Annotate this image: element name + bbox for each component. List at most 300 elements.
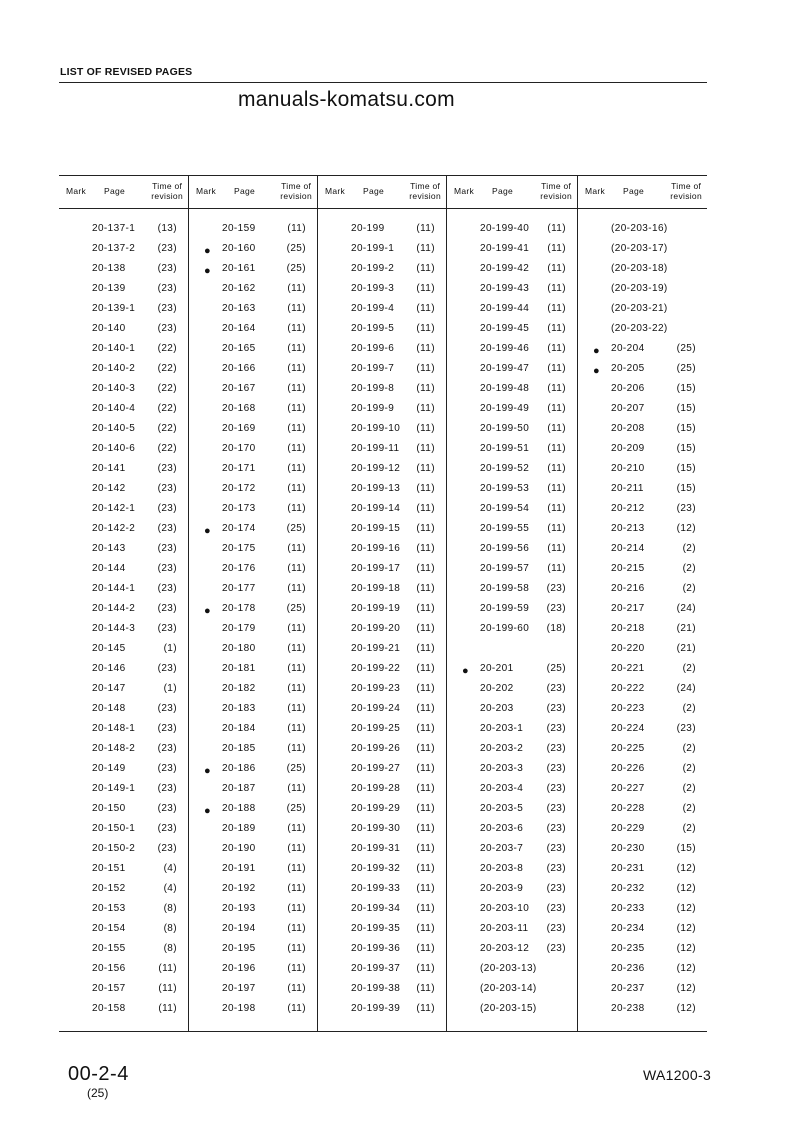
table-row	[59, 302, 188, 322]
page-cell: 20-236	[611, 963, 645, 974]
revision-cell: (8)	[163, 903, 177, 914]
page-cell: 20-224	[611, 723, 645, 734]
table-row	[318, 642, 446, 662]
table-row	[59, 722, 188, 742]
page-cell: 20-140	[92, 323, 126, 334]
page-cell: 20-199-54	[480, 503, 530, 514]
page-cell: 20-143	[92, 543, 126, 554]
header-time-of-revision: Time of revision	[151, 181, 183, 201]
revision-cell: (23)	[546, 783, 566, 794]
page-cell: 20-186	[222, 763, 256, 774]
page-cell: 20-199-32	[351, 863, 401, 874]
table-row	[447, 762, 577, 782]
revision-cell: (11)	[287, 963, 306, 974]
revision-mark: ●	[204, 765, 212, 777]
table-row	[59, 262, 188, 282]
table-row	[59, 682, 188, 702]
page-cell: 20-148-1	[92, 723, 136, 734]
table-row	[447, 702, 577, 722]
table-row	[318, 862, 446, 882]
column-header	[578, 176, 707, 208]
page-cell: 20-204	[611, 343, 645, 354]
revision-cell: (11)	[416, 323, 435, 334]
table-row	[447, 362, 577, 382]
revision-cell: (23)	[157, 623, 177, 634]
table-row	[578, 1002, 707, 1022]
table-row	[318, 582, 446, 602]
page-cell: 20-194	[222, 923, 256, 934]
page-cell: 20-187	[222, 783, 256, 794]
table-row	[447, 982, 577, 1002]
revision-cell: (11)	[416, 843, 435, 854]
revision-cell: (11)	[287, 703, 306, 714]
revision-cell: (15)	[676, 843, 696, 854]
revision-cell: (11)	[287, 983, 306, 994]
revision-cell: (11)	[547, 303, 566, 314]
revision-cell: (2)	[682, 763, 696, 774]
page-cell: 20-191	[222, 863, 256, 874]
page-cell: 20-144-3	[92, 623, 136, 634]
page-cell: 20-150	[92, 803, 126, 814]
table-row	[59, 762, 188, 782]
page-cell: 20-166	[222, 363, 256, 374]
revision-cell: (11)	[547, 463, 566, 474]
revision-cell: (23)	[546, 603, 566, 614]
revision-cell: (2)	[682, 563, 696, 574]
revision-cell: (11)	[416, 443, 435, 454]
revision-cell: (11)	[547, 563, 566, 574]
revision-cell: (11)	[158, 963, 177, 974]
table-row	[59, 402, 188, 422]
page-cell: 20-199-24	[351, 703, 401, 714]
revision-cell: (11)	[287, 903, 306, 914]
revision-cell: (23)	[157, 323, 177, 334]
table-row	[189, 502, 317, 522]
table-row	[318, 442, 446, 462]
page-cell: 20-199-47	[480, 363, 530, 374]
table-row	[189, 982, 317, 1002]
page-revision: (25)	[87, 1086, 109, 1100]
page-cell: 20-203-7	[480, 843, 524, 854]
table-row	[59, 842, 188, 862]
table-row	[578, 482, 707, 502]
revision-cell: (11)	[416, 663, 435, 674]
page-cell: 20-199-5	[351, 323, 395, 334]
page-cell: (20-203-19)	[611, 283, 668, 294]
revision-cell: (11)	[287, 883, 306, 894]
page-cell: 20-199-34	[351, 903, 401, 914]
page-cell: 20-150-2	[92, 843, 136, 854]
page-cell: 20-183	[222, 703, 256, 714]
table-row	[59, 442, 188, 462]
page-cell: 20-203	[480, 703, 514, 714]
revision-cell: (12)	[676, 963, 696, 974]
revision-cell: (1)	[163, 683, 177, 694]
revision-cell: (11)	[416, 883, 435, 894]
page-cell: 20-139-1	[92, 303, 136, 314]
table-row	[59, 982, 188, 1002]
page-cell: 20-172	[222, 483, 256, 494]
revision-mark: ●	[593, 365, 601, 377]
revision-cell: (23)	[157, 303, 177, 314]
table-row	[59, 342, 188, 362]
table-row	[189, 422, 317, 442]
table-row	[189, 782, 317, 802]
header-time-of-revision: Time of revision	[280, 181, 312, 201]
table-row	[578, 582, 707, 602]
page-cell: 20-199-36	[351, 943, 401, 954]
table-row	[318, 522, 446, 542]
revision-cell: (25)	[286, 263, 306, 274]
table-row	[189, 762, 317, 782]
table-row	[318, 762, 446, 782]
table-row	[578, 842, 707, 862]
table-row	[59, 1002, 188, 1022]
revision-cell: (11)	[287, 1003, 306, 1014]
table-row	[447, 322, 577, 342]
revision-mark: ●	[204, 245, 212, 257]
header-page: Page	[623, 186, 645, 196]
revision-cell: (11)	[416, 763, 435, 774]
revision-cell: (15)	[676, 463, 696, 474]
table-row	[318, 842, 446, 862]
watermark-text: manuals-komatsu.com	[238, 88, 455, 111]
page-cell: 20-212	[611, 503, 645, 514]
page-cell: 20-199-3	[351, 283, 395, 294]
table-row	[318, 602, 446, 622]
page-cell: 20-185	[222, 743, 256, 754]
revision-cell: (11)	[547, 283, 566, 294]
column-header	[59, 176, 188, 208]
revision-cell: (11)	[416, 983, 435, 994]
page-cell: 20-233	[611, 903, 645, 914]
page-cell: 20-199-26	[351, 743, 401, 754]
revision-cell: (23)	[676, 723, 696, 734]
revision-cell: (23)	[157, 843, 177, 854]
revision-cell: (25)	[676, 343, 696, 354]
revision-cell: (15)	[676, 403, 696, 414]
page-cell: 20-199-41	[480, 243, 530, 254]
revision-cell: (22)	[157, 383, 177, 394]
table-row	[578, 662, 707, 682]
page-cell: 20-199-17	[351, 563, 401, 574]
revision-cell: (23)	[157, 723, 177, 734]
page-cell: 20-151	[92, 863, 126, 874]
revision-cell: (23)	[546, 743, 566, 754]
page-cell: 20-238	[611, 1003, 645, 1014]
revision-cell: (23)	[546, 703, 566, 714]
table-row	[318, 1002, 446, 1022]
revision-cell: (11)	[416, 223, 435, 234]
table-row	[578, 822, 707, 842]
revision-cell: (8)	[163, 943, 177, 954]
revision-cell: (23)	[157, 703, 177, 714]
revision-cell: (23)	[157, 463, 177, 474]
revision-cell: (1)	[163, 643, 177, 654]
revision-cell: (2)	[682, 823, 696, 834]
revision-cell: (23)	[157, 743, 177, 754]
page-cell: 20-168	[222, 403, 256, 414]
table-row	[318, 702, 446, 722]
column-rows	[318, 222, 446, 1022]
page-cell: 20-217	[611, 603, 645, 614]
page-cell: 20-199-46	[480, 343, 530, 354]
revision-cell: (25)	[286, 803, 306, 814]
page-cell: 20-144	[92, 563, 126, 574]
page-cell: 20-232	[611, 883, 645, 894]
revision-cell: (11)	[416, 263, 435, 274]
table-row	[318, 322, 446, 342]
page-cell: 20-155	[92, 943, 126, 954]
table-row	[447, 862, 577, 882]
table-row	[447, 742, 577, 762]
table-row	[318, 882, 446, 902]
revision-cell: (12)	[676, 903, 696, 914]
page-cell: 20-208	[611, 423, 645, 434]
table-row	[189, 1002, 317, 1022]
page-cell: 20-203-3	[480, 763, 524, 774]
table-row	[318, 742, 446, 762]
table-row	[447, 462, 577, 482]
page-cell: 20-203-12	[480, 943, 530, 954]
header-page: Page	[234, 186, 256, 196]
revision-cell: (22)	[157, 363, 177, 374]
table-row	[578, 382, 707, 402]
revision-cell: (11)	[547, 383, 566, 394]
revision-cell: (11)	[287, 423, 306, 434]
revision-cell: (11)	[287, 443, 306, 454]
table-row	[578, 302, 707, 322]
table-row	[59, 502, 188, 522]
table-row	[578, 802, 707, 822]
table-row	[189, 522, 317, 542]
revision-cell: (2)	[682, 543, 696, 554]
revision-cell: (23)	[546, 843, 566, 854]
column-header	[189, 176, 317, 208]
table-row	[318, 542, 446, 562]
page-cell: 20-230	[611, 843, 645, 854]
page-cell: 20-199-45	[480, 323, 530, 334]
table-row	[318, 502, 446, 522]
table-row	[447, 822, 577, 842]
page-cell: 20-199-15	[351, 523, 401, 534]
table-row	[578, 642, 707, 662]
page-cell: 20-144-1	[92, 583, 136, 594]
page-cell: 20-220	[611, 643, 645, 654]
table-row	[447, 482, 577, 502]
revision-cell: (2)	[682, 783, 696, 794]
revision-cell: (11)	[158, 1003, 177, 1014]
table-row	[59, 702, 188, 722]
revision-cell: (11)	[287, 843, 306, 854]
table-row	[447, 662, 577, 682]
page-cell: 20-229	[611, 823, 645, 834]
table-row	[189, 542, 317, 562]
revision-cell: (11)	[287, 563, 306, 574]
page-cell: 20-199-43	[480, 283, 530, 294]
column-rows	[578, 222, 707, 1022]
table-row	[59, 782, 188, 802]
revision-cell: (11)	[416, 903, 435, 914]
page-cell: 20-141	[92, 463, 126, 474]
revision-cell: (24)	[676, 603, 696, 614]
table-row	[578, 342, 707, 362]
page-cell: 20-154	[92, 923, 126, 934]
table-row	[447, 442, 577, 462]
header-mark: Mark	[325, 186, 346, 196]
revision-cell: (11)	[547, 363, 566, 374]
revision-cell: (18)	[546, 623, 566, 634]
page-cell: 20-199-37	[351, 963, 401, 974]
page-cell: 20-225	[611, 743, 645, 754]
table-row	[318, 942, 446, 962]
revision-cell: (22)	[157, 443, 177, 454]
revision-cell: (25)	[546, 663, 566, 674]
table-row	[578, 502, 707, 522]
table-row	[578, 862, 707, 882]
revision-cell: (23)	[546, 583, 566, 594]
page-cell: 20-167	[222, 383, 256, 394]
revision-mark: ●	[462, 665, 470, 677]
table-row	[447, 782, 577, 802]
table-row	[189, 722, 317, 742]
page-cell: 20-199-13	[351, 483, 401, 494]
table-row	[318, 662, 446, 682]
revision-cell: (23)	[157, 263, 177, 274]
table-row	[447, 342, 577, 362]
header-mark: Mark	[66, 186, 87, 196]
table-row	[318, 482, 446, 502]
header-time-of-revision: Time of revision	[540, 181, 572, 201]
page-cell: 20-178	[222, 603, 256, 614]
page-cell: 20-199-48	[480, 383, 530, 394]
page-cell: 20-231	[611, 863, 645, 874]
table-row	[578, 682, 707, 702]
revision-cell: (12)	[676, 923, 696, 934]
table-row	[447, 942, 577, 962]
table-row	[447, 882, 577, 902]
revision-cell: (23)	[546, 943, 566, 954]
revision-cell: (11)	[287, 483, 306, 494]
page-cell: 20-197	[222, 983, 256, 994]
revision-cell: (22)	[157, 423, 177, 434]
revision-cell: (11)	[416, 683, 435, 694]
table-row	[59, 662, 188, 682]
revision-cell: (23)	[157, 783, 177, 794]
table-row	[59, 322, 188, 342]
table-column-1	[59, 176, 189, 1031]
table-row	[447, 602, 577, 622]
page-cell: 20-199-11	[351, 443, 400, 454]
table-row	[447, 522, 577, 542]
revision-cell: (23)	[157, 763, 177, 774]
page-cell: 20-174	[222, 523, 256, 534]
page-cell: 20-221	[611, 663, 645, 674]
page-cell: 20-199-58	[480, 583, 530, 594]
page-cell: 20-145	[92, 643, 126, 654]
table-row	[318, 982, 446, 1002]
page-cell: 20-222	[611, 683, 645, 694]
table-row	[447, 302, 577, 322]
table-row	[189, 442, 317, 462]
table-row	[189, 942, 317, 962]
page-cell: 20-165	[222, 343, 256, 354]
page-cell: 20-177	[222, 583, 256, 594]
table-row	[578, 602, 707, 622]
page-cell: 20-199-49	[480, 403, 530, 414]
table-row	[578, 722, 707, 742]
page-cell: 20-195	[222, 943, 256, 954]
revision-cell: (23)	[546, 823, 566, 834]
revision-cell: (11)	[416, 343, 435, 354]
page-cell: (20-203-22)	[611, 323, 668, 334]
page-cell: 20-199-55	[480, 523, 530, 534]
revision-cell: (11)	[416, 643, 435, 654]
table-row	[189, 302, 317, 322]
page-cell: 20-209	[611, 443, 645, 454]
table-row	[318, 902, 446, 922]
table-row	[578, 222, 707, 242]
revision-cell: (11)	[547, 483, 566, 494]
revised-pages-table	[59, 175, 707, 1032]
page-cell: 20-199-52	[480, 463, 530, 474]
page-cell: 20-148	[92, 703, 126, 714]
table-row	[189, 662, 317, 682]
revision-cell: (11)	[416, 803, 435, 814]
page-cell: 20-199-22	[351, 663, 401, 674]
page-cell: 20-199-42	[480, 263, 530, 274]
table-row	[578, 942, 707, 962]
revision-cell: (11)	[416, 743, 435, 754]
page-cell: 20-228	[611, 803, 645, 814]
table-row	[578, 242, 707, 262]
table-row	[59, 542, 188, 562]
revision-cell: (23)	[157, 603, 177, 614]
revision-cell: (23)	[157, 503, 177, 514]
page-cell: 20-203-1	[480, 723, 524, 734]
table-row	[578, 622, 707, 642]
page-cell: 20-203-2	[480, 743, 524, 754]
page-cell: 20-205	[611, 363, 645, 374]
table-row	[447, 402, 577, 422]
revision-cell: (11)	[416, 723, 435, 734]
revision-cell: (11)	[547, 403, 566, 414]
page-cell: (20-203-21)	[611, 303, 668, 314]
table-column-5	[578, 176, 707, 1031]
page-cell: (20-203-16)	[611, 223, 668, 234]
table-row	[578, 702, 707, 722]
header-page: Page	[363, 186, 385, 196]
page-cell: 20-149	[92, 763, 126, 774]
page-cell: 20-164	[222, 323, 256, 334]
table-row	[59, 282, 188, 302]
revision-cell: (11)	[287, 223, 306, 234]
table-row	[189, 842, 317, 862]
page-cell: 20-199-39	[351, 1003, 401, 1014]
column-rows	[189, 222, 317, 1022]
revision-cell: (25)	[676, 363, 696, 374]
revision-cell: (23)	[157, 523, 177, 534]
page-cell: 20-140-3	[92, 383, 136, 394]
revision-cell: (21)	[676, 623, 696, 634]
table-row	[318, 562, 446, 582]
page-cell: 20-138	[92, 263, 126, 274]
table-row	[59, 422, 188, 442]
revision-cell: (11)	[547, 503, 566, 514]
page-cell: 20-181	[222, 663, 256, 674]
page-cell: 20-188	[222, 803, 256, 814]
page-cell: 20-199-60	[480, 623, 530, 634]
